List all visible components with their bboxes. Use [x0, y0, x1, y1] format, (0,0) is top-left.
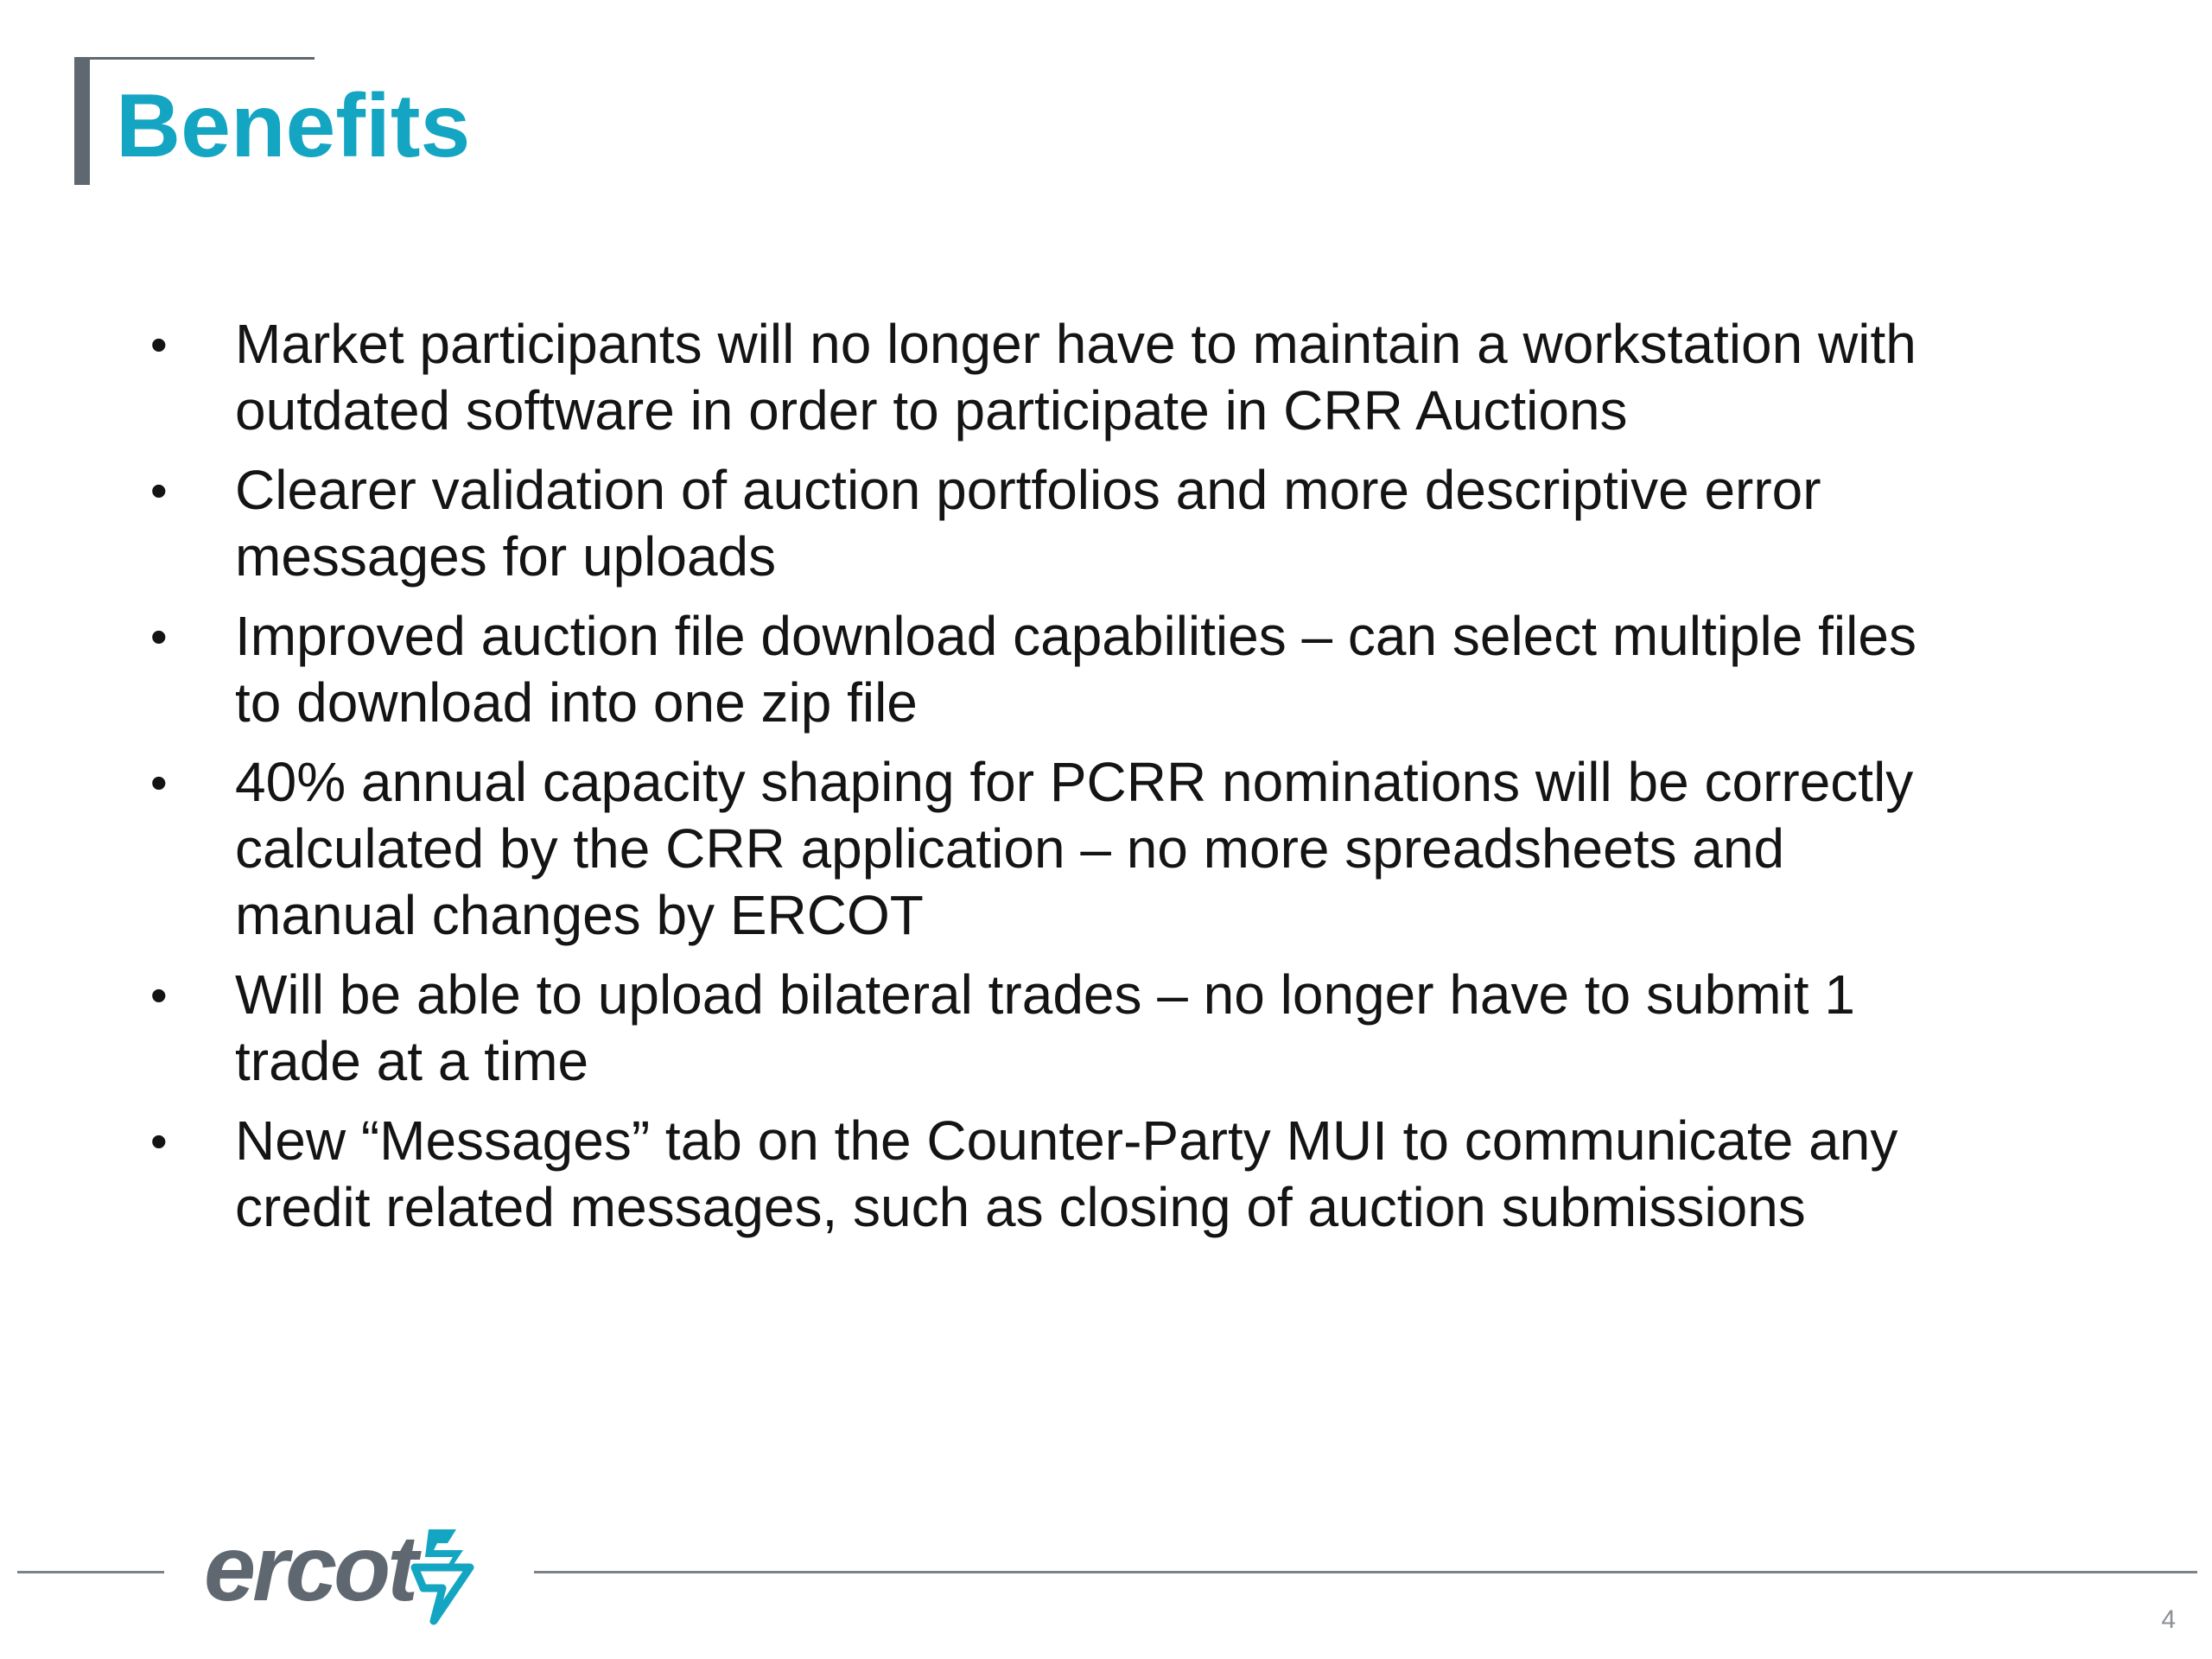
bullet-item [235, 457, 1963, 590]
bullet-line: trade at a time [235, 1030, 589, 1092]
bullet-line: calculated by the CRR application – no more spreadsheets and [235, 817, 1785, 880]
bullet-line: New “Messages” tab on the Counter-Party MUI to communicate any [235, 1109, 1898, 1172]
bullet-line: messages for uploads [235, 525, 777, 588]
title-accent-bar [74, 57, 90, 185]
ercot-logo [204, 1512, 515, 1633]
footer-divider-left [17, 1571, 164, 1573]
bullet-line: 40% annual capacity shaping for PCRR nominations will be correctly [235, 751, 1914, 813]
bullet-list [235, 311, 1963, 1254]
logo-wordmark: ercot [204, 1516, 416, 1620]
bullet-item [235, 749, 1963, 949]
bullet-line: credit related messages, such as closing of auction submissions [235, 1176, 1806, 1238]
footer-divider-right [534, 1571, 2197, 1573]
bullet-item [235, 311, 1963, 444]
bullet-line: Market participants will no longer have to maintain a workstation with [235, 313, 1916, 375]
bullet-line: outdated software in order to participate in CRR Auctions [235, 379, 1628, 442]
bullet-line: Improved auction file download capabilities – can select multiple files [235, 605, 1916, 667]
bullet-line: to download into one zip file [235, 671, 918, 734]
bullet-line: Clearer validation of auction portfolios and more descriptive error [235, 459, 1821, 521]
title-rule [74, 57, 315, 60]
ercot-lightning-icon [403, 1524, 489, 1628]
bullet-item [235, 1108, 1963, 1241]
bullet-line: manual changes by ERCOT [235, 884, 924, 946]
bullet-line: Will be able to upload bilateral trades – no longer have to submit 1 [235, 963, 1855, 1026]
page-number: 4 [2161, 1605, 2176, 1634]
bullet-item [235, 962, 1963, 1095]
bullet-item [235, 603, 1963, 736]
slide-title: Benefits [116, 76, 471, 176]
